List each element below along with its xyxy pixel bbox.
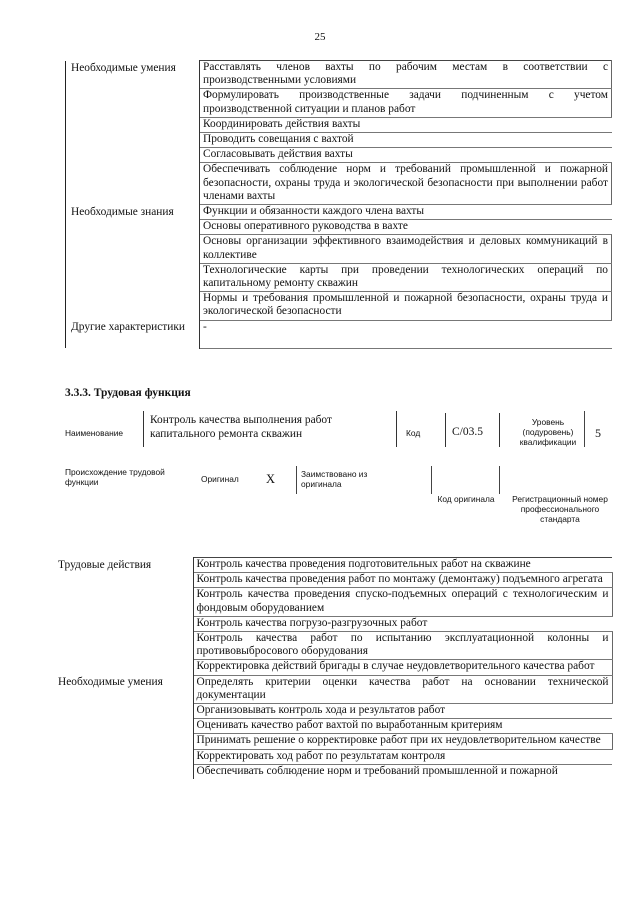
table-cell: Контроль качества погрузо-разгрузочных работ (193, 616, 612, 631)
table-cell: Основы организации эффективного взаимодействия и деловых коммуникаций в коллективе (200, 235, 612, 263)
table-row (53, 675, 612, 703)
table-cell: Обеспечивать соблюдение норм и требований промышленной и пожарной безопасности, охраны труда и экологической безопасности при выполнении работ членами вахты (200, 163, 612, 205)
row-label-skills-2: Необходимые умения (53, 675, 193, 779)
table-cell: Координировать действия вахты (200, 117, 612, 132)
reg-number-label: Регистрационный номер профессионального стандарта (512, 494, 608, 524)
skills-knowledge-table (65, 60, 612, 349)
table-cell: Контроль качества проведения подготовительных работ на скважине (193, 558, 612, 573)
code-label: Код (406, 428, 421, 438)
original-mark: X (266, 472, 276, 486)
table-cell: Организовывать контроль хода и результатов работ (193, 704, 612, 719)
origin-label: Происхождение трудовой функции (65, 467, 165, 487)
work-actions-table (53, 557, 613, 779)
row-label-other: Другие характеристики (66, 320, 200, 348)
table-cell: Определять критерии оценки качества работ на основании технической документации (193, 675, 612, 703)
table-row (66, 320, 612, 348)
table-cell: Корректировка действий бригады в случае неудовлетворительного качества работ (193, 660, 612, 675)
table-cell: Нормы и требования промышленной и пожарной безопасности, охраны труда и экологической безопасности (200, 292, 612, 320)
table-cell: Формулировать производственные задачи подчиненным с учетом производственной ситуации и планов работ (200, 89, 612, 117)
table-cell: Функции и обязанности каждого члена вахты (200, 205, 612, 220)
row-label-knowledge: Необходимые знания (66, 205, 200, 321)
table-cell: Технологические карты при проведении технологических операций по капитальному ремонту скважин (200, 263, 612, 291)
borrowed-label: Заимствовано из оригинала (301, 469, 368, 489)
table-cell: - (200, 320, 612, 348)
origin-divider-1 (296, 466, 297, 494)
original-label: Оригинал (201, 474, 239, 484)
origin-code-label: Код оригинала (437, 494, 495, 504)
table-cell: Контроль качества работ по испытанию эксплуатационной колонны и противовыбросового оборудования (193, 632, 612, 660)
level-value: 5 (595, 426, 601, 440)
table-row (53, 558, 612, 573)
table-cell: Расставлять членов вахты по рабочим местам в соответствии с производственными условиями (200, 61, 612, 89)
name-label: Наименование (65, 428, 124, 438)
page-number: 25 (314, 31, 326, 43)
table-cell: Принимать решение о корректировке работ при их неудовлетворительном качестве (193, 734, 612, 749)
table-cell: Корректировать ход работ по результатам контроля (193, 749, 612, 764)
table-cell: Оценивать качество работ вахтой по выработанным критериям (193, 719, 612, 734)
table-cell: Контроль качества проведения спуско-подъемных операций с технологическим и фондовым оборудованием (193, 588, 612, 616)
level-divider (584, 411, 585, 447)
table-cell: Согласовывать действия вахты (200, 148, 612, 163)
row-label-actions: Трудовые действия (53, 558, 193, 676)
row-label-skills: Необходимые умения (66, 61, 200, 205)
table-cell: Обеспечивать соблюдение норм и требований промышленной и пожарной (196, 764, 558, 777)
origin-divider-2 (431, 466, 432, 494)
function-name: Контроль качества выполнения работ капитального ремонта скважин (150, 414, 332, 440)
table-row (66, 61, 612, 89)
table-cell: Проводить совещания с вахтой (200, 133, 612, 148)
table-row (66, 205, 612, 220)
code-value: С/03.5 (452, 426, 483, 438)
section-title: 3.3.3. Трудовая функция (65, 387, 191, 399)
origin-divider-3 (499, 466, 500, 494)
level-label: Уровень (подуровень) квалификации (519, 417, 577, 447)
table-cell: Контроль качества проведения работ по монтажу (демонтажу) подъемного агрегата (193, 573, 612, 588)
table-cell: Основы оперативного руководства в вахте (200, 220, 612, 235)
